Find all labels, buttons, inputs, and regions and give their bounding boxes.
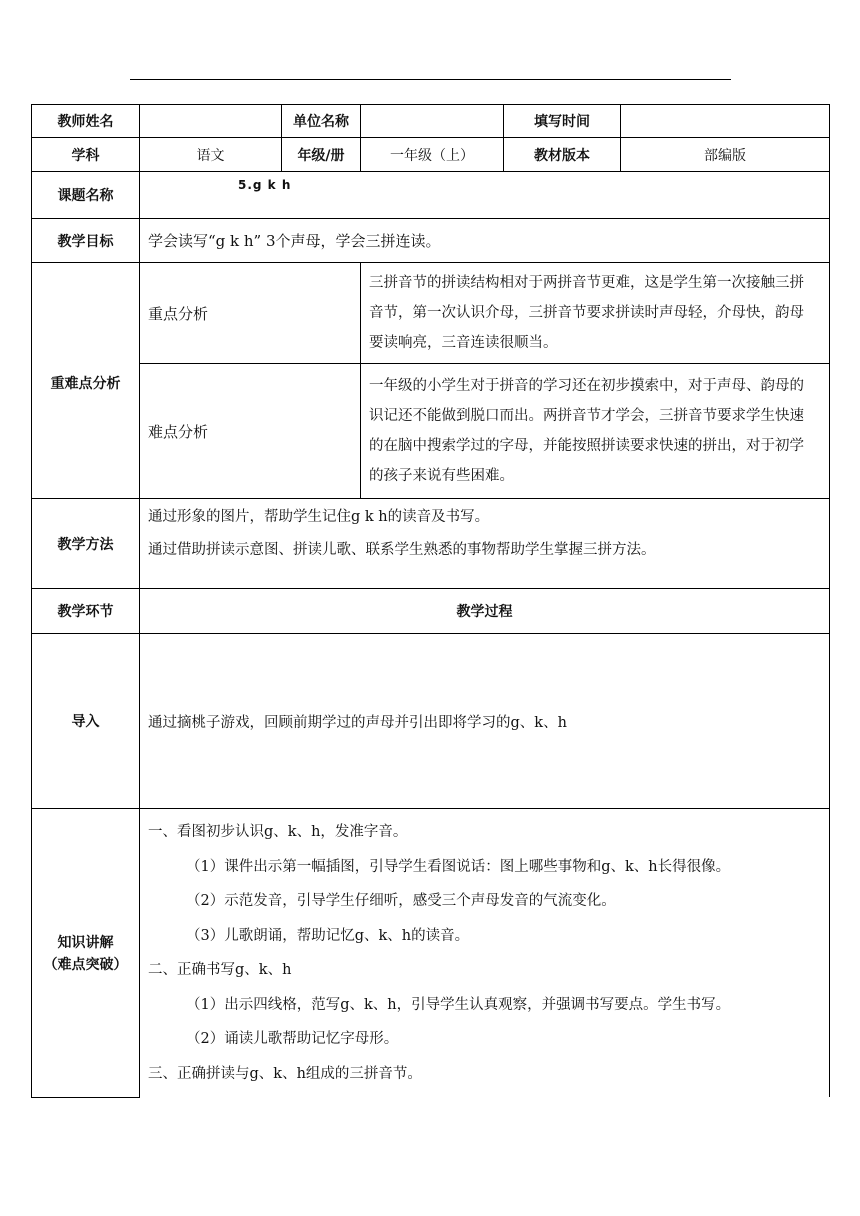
- difficult-analysis-line: 的孩子来说有些困难。: [369, 468, 514, 484]
- knowledge-line: （2）诵读儿歌帮助记忆字母形。: [186, 1031, 399, 1047]
- knowledge-line: 一、看图初步认识g、k、h，发准字音。: [148, 824, 408, 840]
- row-key-analysis: [32, 263, 830, 364]
- lesson-plan-table: [31, 104, 830, 1098]
- knowledge-line: （2）示范发音，引导学生仔细听，感受三个声母发音的气流变化。: [186, 893, 616, 909]
- grade-value: 一年级（上）: [361, 138, 504, 172]
- goal-label: 教学目标: [32, 219, 140, 263]
- knowledge-text: [140, 809, 830, 1098]
- intro-text: 通过摘桃子游戏，回顾前期学过的声母并引出即将学习的g、k、h: [140, 634, 830, 809]
- row-method: [32, 499, 830, 589]
- method-text: [140, 499, 830, 589]
- key-analysis-text: [361, 263, 830, 364]
- analysis-label: 重难点分析: [32, 263, 140, 499]
- subject-value: 语文: [140, 138, 282, 172]
- process-header: 教学过程: [140, 589, 830, 634]
- edition-value: 部编版: [621, 138, 830, 172]
- row-intro: [32, 634, 830, 809]
- goal-value: 学会读写“g k h” 3个声母，学会三拼连读。: [140, 219, 830, 263]
- fill-time-label: 填写时间: [504, 105, 621, 138]
- row-process-header: [32, 589, 830, 634]
- topic-label: 课题名称: [32, 172, 140, 219]
- teacher-name-value: [140, 105, 282, 138]
- key-analysis-line: 三拼音节的拼读结构相对于两拼音节更难，这是学生第一次接触三拼: [369, 275, 804, 291]
- knowledge-line: （1）出示四线格，范写g、k、h，引导学生认真观察，并强调书写要点。学生书写。: [186, 996, 731, 1013]
- unit-value: [361, 105, 504, 138]
- stage-header: 教学环节: [32, 589, 140, 634]
- subject-label: 学科: [32, 138, 140, 172]
- row-subject: [32, 138, 830, 172]
- row-difficult-analysis: [32, 364, 830, 499]
- knowledge-line: 二、正确书写g、k、h: [148, 962, 292, 978]
- unit-label: 单位名称: [282, 105, 361, 138]
- topic-value: 5.g k h: [140, 172, 830, 219]
- fill-time-value: [621, 105, 830, 138]
- row-goal: [32, 219, 830, 263]
- method-line: 通过形象的图片，帮助学生记住g k h的读音及书写。: [148, 509, 490, 525]
- method-line: 通过借助拼读示意图、拼读儿歌、联系学生熟悉的事物帮助学生掌握三拼方法。: [148, 542, 656, 558]
- key-analysis-line: 要读响亮，三音连读很顺当。: [369, 335, 558, 351]
- knowledge-line: （1）课件出示第一幅插图，引导学生看图说话：图上哪些事物和g、k、h长得很像。: [186, 858, 731, 875]
- difficult-analysis-line: 一年级的小学生对于拼音的学习还在初步摸索中，对于声母、韵母的: [369, 378, 804, 394]
- difficult-analysis-text: [361, 364, 830, 499]
- method-label: 教学方法: [32, 499, 140, 589]
- key-analysis-label: 重点分析: [140, 263, 361, 364]
- knowledge-line: 三、正确拼读与g、k、h组成的三拼音节。: [148, 1065, 422, 1082]
- row-knowledge: [32, 809, 830, 1098]
- edition-label: 教材版本: [504, 138, 621, 172]
- knowledge-label: [32, 809, 140, 1098]
- key-analysis-line: 音节，第一次认识介母，三拼音节要求拼读时声母轻，介母快，韵母: [369, 305, 804, 321]
- knowledge-label-line2: （难点突破）: [43, 956, 128, 973]
- row-teacher: [32, 105, 830, 138]
- header-rule: [130, 79, 731, 80]
- difficult-analysis-line: 识记还不能做到脱口而出。两拼音节才学会，三拼音节要求学生快速: [369, 408, 804, 424]
- knowledge-line: （3）儿歌朗诵，帮助记忆g、k、h的读音。: [186, 927, 470, 944]
- intro-label: 导入: [32, 634, 140, 809]
- difficult-analysis-label: 难点分析: [140, 364, 361, 499]
- grade-label: 年级/册: [282, 138, 361, 172]
- teacher-name-label: 教师姓名: [32, 105, 140, 138]
- difficult-analysis-line: 的在脑中搜索学过的字母，并能按照拼读要求快速的拼出，对于初学: [369, 438, 804, 454]
- knowledge-label-line1: 知识讲解: [57, 934, 114, 951]
- row-topic: [32, 172, 830, 219]
